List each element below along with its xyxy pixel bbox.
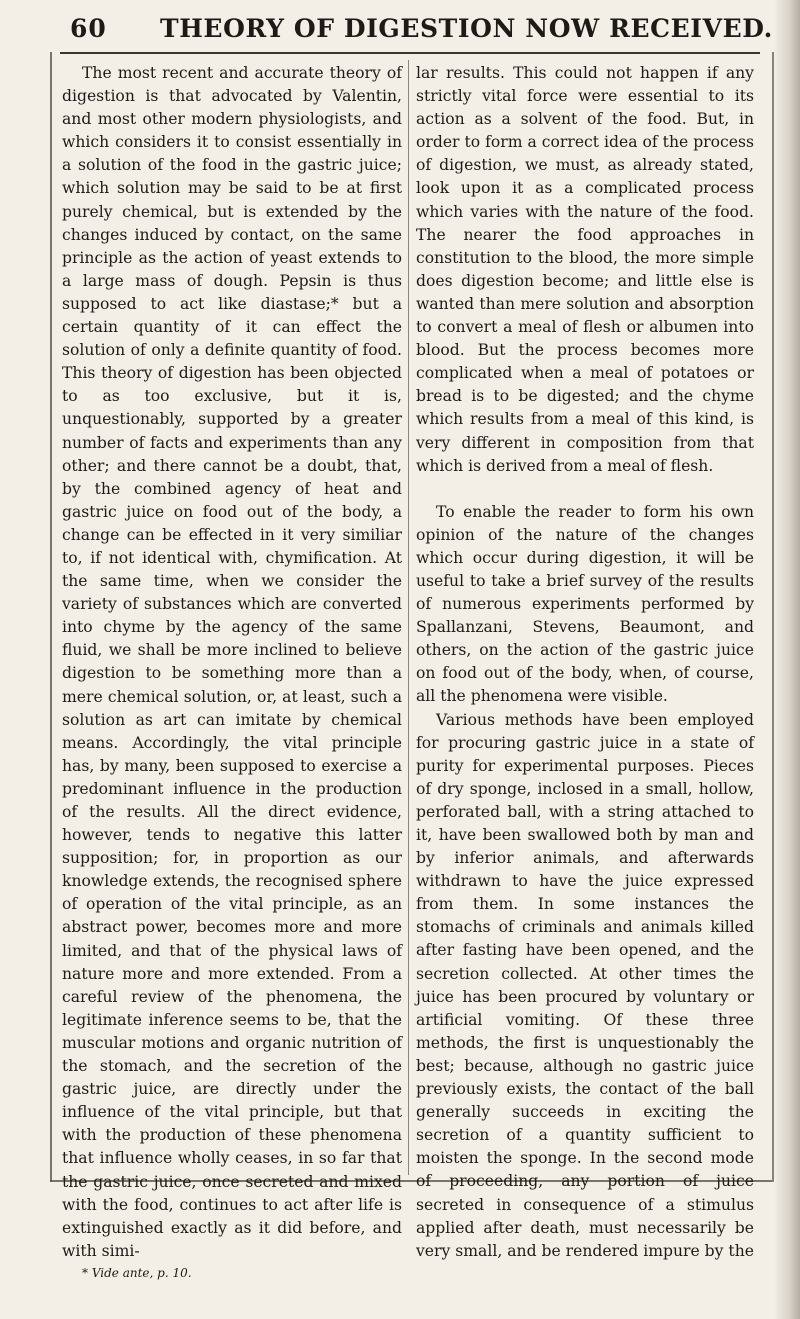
page-header <box>60 8 773 54</box>
right-paragraph-3: Various methods have been employed for procuring gastric juice in a state of purity for experimental purposes. Pieces of dry sponge, inclosed in a small, hollow, perforated ball, with a string attached to it, have been swallowed both by man and by inferior animals, and afterwards withdrawn to have the juice expressed from them. In some instances the stomachs of criminals and animals killed after fasting have been opened, and the secretion collected. At other times the juice has been procured by voluntary or artificial vomiting. Of these three methods, the first is unquestionably the best; because, although no gastric juice previously exists, the contact of the ball generally succeeds in exciting the secretion of a quantity sufficient to moisten the sponge. In the second mode of proceeding, any portion of juice secreted in consequence of a stimulus applied after death, must necessarily be very small, and be rendered impure by the <box>416 710 754 1260</box>
page-number: 60 <box>70 14 107 43</box>
left-paragraph-1: The most recent and accurate theory of digestion is that advocated by Valentin, and most other modern physiologists, and which considers it to consist essentially in a solution of the food in the gastric juice; which solution may be said to be at first purely chemical, but is extended by the changes induced by contact, on the same principle as the action of yeast extends to a large mass of dough. Pepsin is thus supposed to act like diastase;* but a certain quantity of it can effect the solution of only a definite quantity of food. This theory of digestion has been objected to as too exclusive, but it is, unquestionably, supported by a greater number of facts and experiments than any other; and there cannot be a doubt, that, by the combined agency of heat and gastric juice on food out of the body, a change can be effected in it very similiar to, if not identical with, chymification. At the same time, when we consider the variety of substances which are converted into chyme by the agency of the same fluid, we shall be more inclined to believe digestion to be something more than a mere chemical solution, or, at least, such a solution as art can imitate by chemical means. Accordingly, the vital principle has, by many, been supposed to exercise a predominant influence in the production of the results. All the direct evidence, however, tends to negative this latter supposition; for, in proportion as our knowledge extends, the recognised sphere of operation of the vital principle, as an abstract power, becomes more and more limited, and that of the physical laws of nature more and more extended. From a careful review of the phenomena, the legitimate inference seems to be, that the muscular motions and organic nutrition of the stomach, and the secretion of the gastric juice, are directly under the influence of the vital principle, but that with the production of these phenomena that influence wholly ceases, in so far that the gastric juice, once secreted and mixed with the food, continues to act after life is extinguished exactly as it did before, and with simi- <box>62 64 402 1260</box>
column-divider <box>408 60 409 1175</box>
running-title: THEORY OF DIGESTION NOW RECEIVED. <box>160 14 773 43</box>
footnote: * Vide ante, p. 10. <box>82 1265 192 1280</box>
right-paragraph-2: To enable the reader to form his own opinion of the nature of the changes which occur during digestion, it will be useful to take a brief survey of the results of numerous experiments performed by Spallanzani, Stevens, Beaumont, and others, on the action of the gastric juice on food out of the body, when, of course, all the phenomena were visible. <box>416 502 754 706</box>
page-edge-shadow <box>774 0 800 1319</box>
left-column <box>62 62 402 1281</box>
right-border-rule <box>772 52 774 1182</box>
right-paragraph-1: lar results. This could not happen if any strictly vital force were essential to its action as a solvent of the food. But, in order to form a correct idea of the process of digestion, we must, as already stated, look upon it as a complicated process which varies with the nature of the food. The nearer the food approaches in constitution to the blood, the more simple does digestion become; and little else is wanted than mere solution and absorption to convert a meal of flesh or albumen into blood. But the process becomes more complicated when a meal of potatoes or bread is to be digested; and the chyme which results from a meal of this kind, is very different in composition from that which is derived from a meal of flesh. <box>416 64 754 475</box>
left-border-rule <box>50 52 52 1182</box>
right-column <box>416 62 754 1263</box>
